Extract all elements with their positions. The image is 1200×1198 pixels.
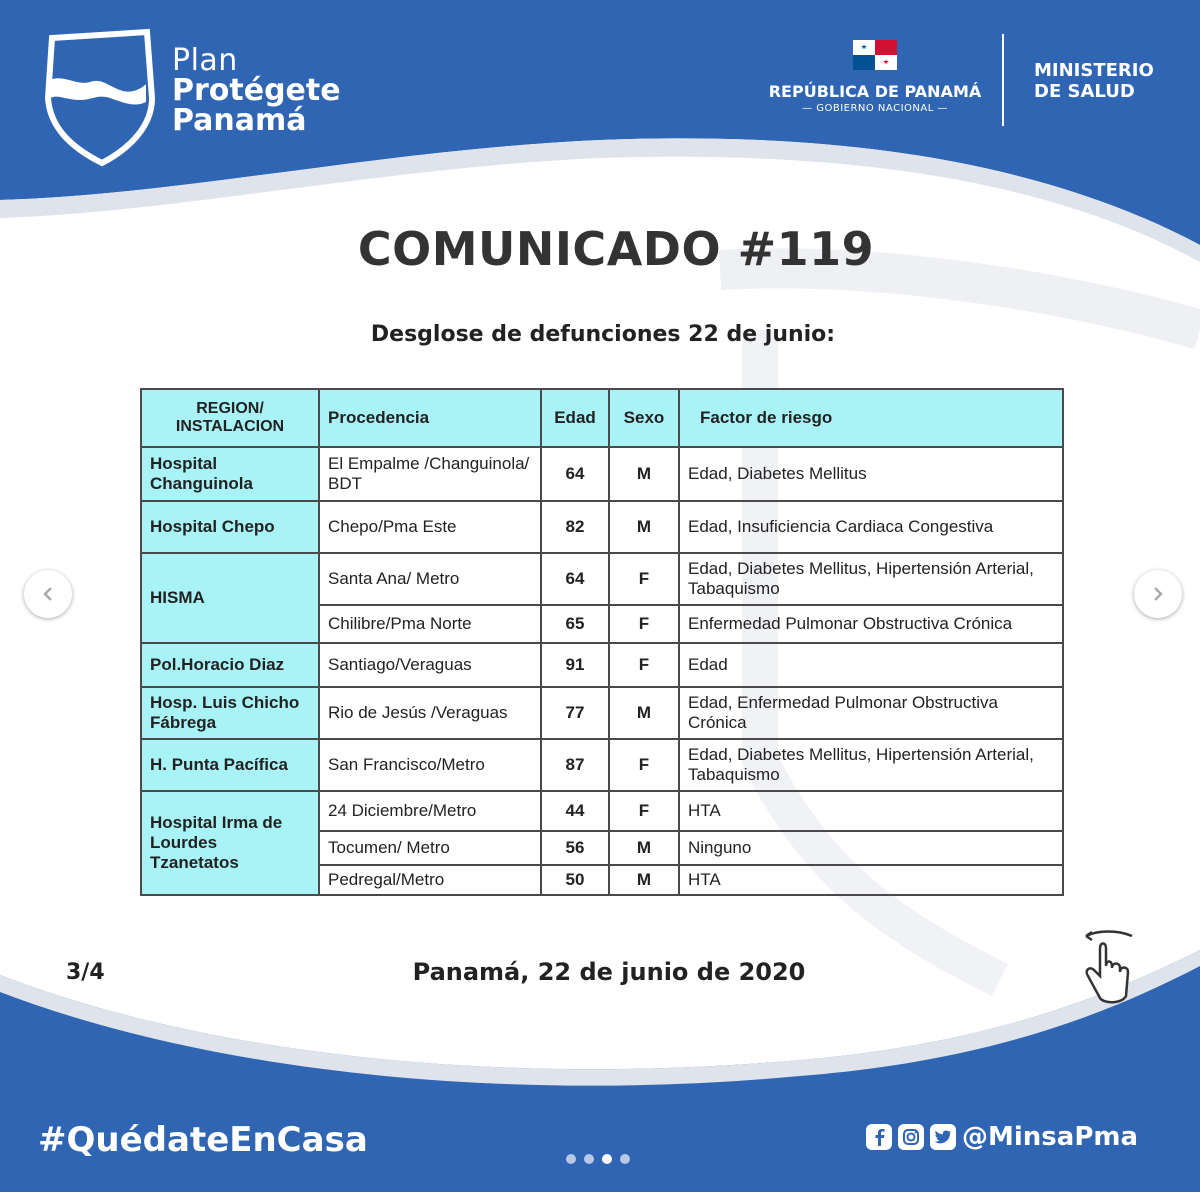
cell-factor: Edad, Diabetes Mellitus, Hipertensión Arterial, Tabaquismo xyxy=(679,553,1063,605)
republica-panama-logo xyxy=(760,40,990,114)
page-subtitle: Desglose de defunciones 22 de junio: xyxy=(370,322,836,347)
carousel-dot[interactable] xyxy=(584,1154,594,1164)
cell-factor: HTA xyxy=(679,791,1063,831)
gov-title: REPÚBLICA DE PANAMÁ xyxy=(768,82,982,101)
ministry-line2: DE SALUD xyxy=(1034,81,1135,102)
header-edad: Edad xyxy=(541,389,609,447)
carousel-dot[interactable] xyxy=(566,1154,576,1164)
cell-procedencia: Chilibre/Pma Norte xyxy=(319,605,541,643)
cell-region: Hospital Irma de Lourdes Tzanetatos xyxy=(141,791,319,895)
cell-procedencia: San Francisco/Metro xyxy=(319,739,541,791)
header-procedencia: Procedencia xyxy=(319,389,541,447)
table-row xyxy=(141,643,1063,687)
header-sexo: Sexo xyxy=(609,389,679,447)
prev-button[interactable] xyxy=(24,570,72,618)
cell-sexo: F xyxy=(609,643,679,687)
brand-line-plan: Plan xyxy=(172,43,238,78)
table-header-row xyxy=(141,389,1063,447)
table-row xyxy=(141,791,1063,831)
cell-edad: 64 xyxy=(541,553,609,605)
cell-factor: Ninguno xyxy=(679,831,1063,865)
cell-sexo: M xyxy=(609,501,679,553)
table-row xyxy=(141,501,1063,553)
chevron-right-icon xyxy=(1150,586,1166,602)
next-button[interactable] xyxy=(1134,570,1182,618)
cell-edad: 91 xyxy=(541,643,609,687)
cell-sexo: F xyxy=(609,791,679,831)
chevron-left-icon xyxy=(40,586,56,602)
cell-edad: 87 xyxy=(541,739,609,791)
gov-subtitle: — GOBIERNO NACIONAL — xyxy=(802,103,948,114)
cell-edad: 64 xyxy=(541,447,609,501)
cell-sexo: M xyxy=(609,687,679,739)
cell-region: Hospital Chepo xyxy=(141,501,319,553)
cell-edad: 65 xyxy=(541,605,609,643)
page-title: COMUNICADO #119 xyxy=(357,222,875,276)
table-row xyxy=(141,739,1063,791)
table-row xyxy=(141,447,1063,501)
cell-sexo: M xyxy=(609,865,679,895)
brand-line-protegete: Protégete xyxy=(172,73,341,108)
twitter-icon[interactable] xyxy=(930,1124,956,1150)
panama-flag-icon xyxy=(853,40,897,70)
cell-procedencia: Santiago/Veraguas xyxy=(319,643,541,687)
cell-procedencia: 24 Diciembre/Metro xyxy=(319,791,541,831)
hashtag-quedate-en-casa: #QuédateEnCasa xyxy=(38,1120,368,1160)
hand-swipe-icon xyxy=(1078,926,1138,1010)
cell-factor: Edad xyxy=(679,643,1063,687)
cell-procedencia: Pedregal/Metro xyxy=(319,865,541,895)
cell-region: Pol.Horacio Diaz xyxy=(141,643,319,687)
date-line: Panamá, 22 de junio de 2020 xyxy=(412,958,806,986)
cell-factor: Enfermedad Pulmonar Obstructiva Crónica xyxy=(679,605,1063,643)
cell-sexo: M xyxy=(609,831,679,865)
cell-sexo: F xyxy=(609,739,679,791)
cell-sexo: F xyxy=(609,553,679,605)
cell-factor: Edad, Diabetes Mellitus, Hipertensión Arterial, Tabaquismo xyxy=(679,739,1063,791)
table-row xyxy=(141,553,1063,605)
cell-edad: 56 xyxy=(541,831,609,865)
page-indicator: 3/4 xyxy=(66,960,105,985)
cell-factor: Edad, Enfermedad Pulmonar Obstructiva Crónica xyxy=(679,687,1063,739)
carousel-dot[interactable] xyxy=(620,1154,630,1164)
social-handle: @MinsaPma xyxy=(962,1122,1139,1152)
cell-edad: 50 xyxy=(541,865,609,895)
carousel-dots xyxy=(566,1154,630,1164)
deaths-table xyxy=(140,388,1064,896)
table-row xyxy=(141,687,1063,739)
shield-icon xyxy=(42,28,162,168)
ministry-line1: MINISTERIO xyxy=(1034,60,1154,81)
cell-region: HISMA xyxy=(141,553,319,643)
cell-sexo: M xyxy=(609,447,679,501)
plan-protegete-logo xyxy=(42,28,372,168)
cell-procedencia: Rio de Jesús /Veraguas xyxy=(319,687,541,739)
cell-procedencia: Santa Ana/ Metro xyxy=(319,553,541,605)
instagram-icon[interactable] xyxy=(898,1124,924,1150)
cell-sexo: F xyxy=(609,605,679,643)
social-handles xyxy=(866,1122,1138,1152)
cell-factor: Edad, Insuficiencia Cardiaca Congestiva xyxy=(679,501,1063,553)
cell-procedencia: Chepo/Pma Este xyxy=(319,501,541,553)
cell-edad: 82 xyxy=(541,501,609,553)
header-divider xyxy=(1002,34,1004,126)
cell-region: H. Punta Pacífica xyxy=(141,739,319,791)
cell-factor: Edad, Diabetes Mellitus xyxy=(679,447,1063,501)
cell-factor: HTA xyxy=(679,865,1063,895)
carousel-dot-active[interactable] xyxy=(602,1154,612,1164)
brand-line-panama: Panamá xyxy=(172,103,307,138)
cell-edad: 44 xyxy=(541,791,609,831)
cell-procedencia: El Empalme /Changuinola/ BDT xyxy=(319,447,541,501)
facebook-icon[interactable] xyxy=(866,1124,892,1150)
cell-region: Hosp. Luis Chicho Fábrega xyxy=(141,687,319,739)
header-factor: Factor de riesgo xyxy=(679,389,1063,447)
cell-procedencia: Tocumen/ Metro xyxy=(319,831,541,865)
ministerio-salud-logo xyxy=(1034,60,1154,102)
cell-edad: 77 xyxy=(541,687,609,739)
header-region: REGION/ INSTALACION xyxy=(141,389,319,447)
cell-region: Hospital Changuinola xyxy=(141,447,319,501)
